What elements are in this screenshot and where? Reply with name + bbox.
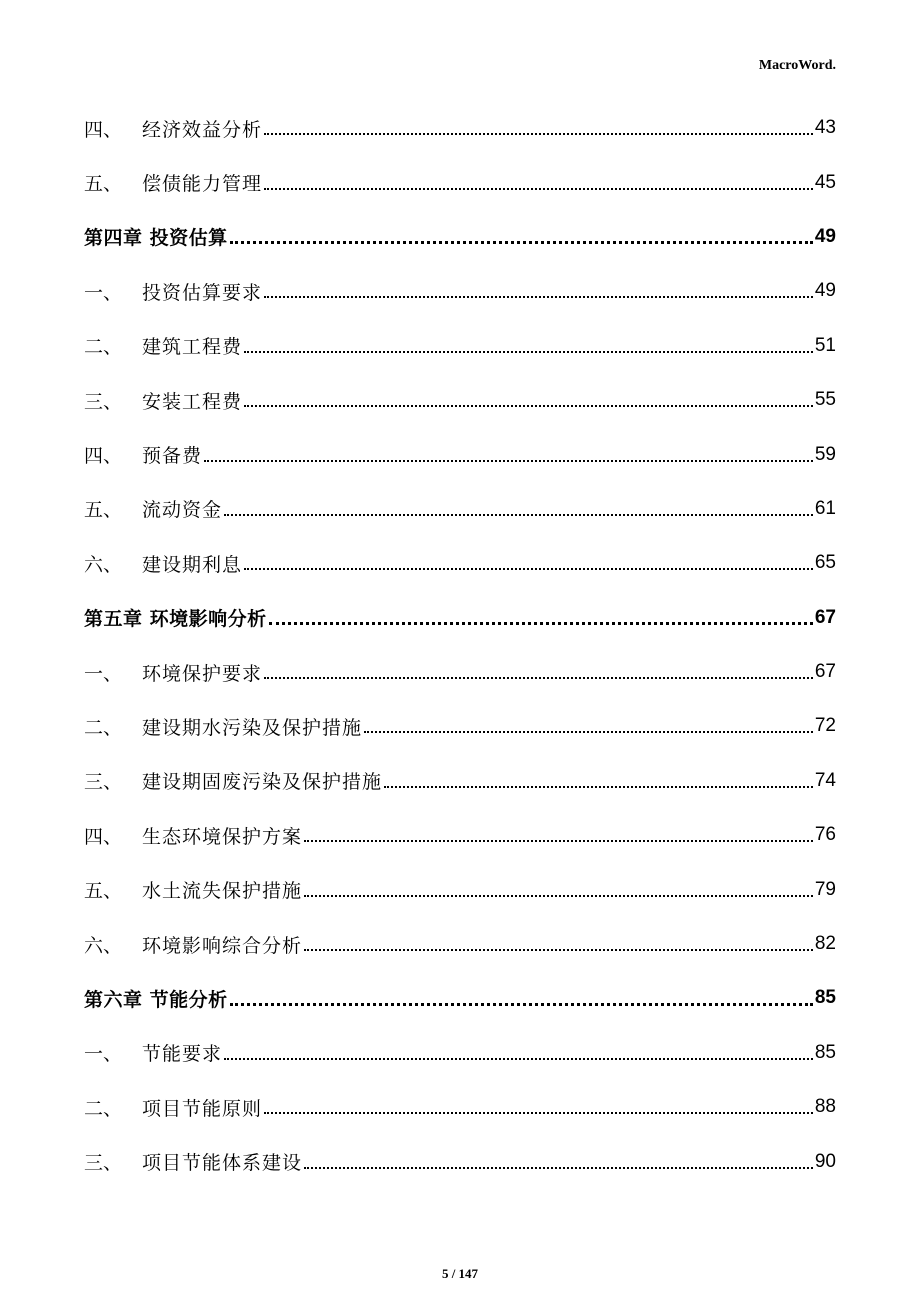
toc-entry-page-number: 90 bbox=[814, 1150, 836, 1172]
toc-dot-leader bbox=[230, 241, 813, 244]
toc-entry-page-number: 88 bbox=[814, 1096, 836, 1118]
toc-entry-number: 一、 bbox=[84, 281, 123, 304]
toc-dot-leader bbox=[269, 622, 813, 625]
toc-entry-number: 四、 bbox=[84, 825, 123, 848]
toc-entry-page-number: 65 bbox=[814, 552, 836, 574]
toc-entry-page-number: 43 bbox=[814, 117, 836, 139]
toc-entry-title: 投资估算要求 bbox=[142, 281, 263, 304]
toc-entry-number: 五、 bbox=[84, 499, 123, 522]
toc-section-entry[interactable] bbox=[84, 754, 836, 808]
toc-dot-leader bbox=[304, 895, 813, 897]
toc-dot-leader bbox=[244, 405, 813, 407]
toc-dot-leader bbox=[304, 840, 813, 842]
toc-entry-title: 建筑工程费 bbox=[142, 336, 243, 359]
toc-entry-title: 第五章 环境影响分析 bbox=[84, 608, 267, 631]
toc-section-entry[interactable] bbox=[84, 1080, 836, 1134]
toc-section-entry[interactable] bbox=[84, 101, 836, 155]
toc-dot-leader bbox=[224, 1058, 813, 1060]
toc-entry-page-number: 72 bbox=[814, 715, 836, 737]
toc-entry-page-number: 59 bbox=[814, 443, 836, 465]
toc-chapter-entry[interactable] bbox=[84, 971, 836, 1025]
toc-entry-page-number: 79 bbox=[814, 878, 836, 900]
toc-chapter-entry[interactable] bbox=[84, 591, 836, 645]
toc-entry-title: 项目节能原则 bbox=[142, 1097, 263, 1120]
toc-entry-number: 六、 bbox=[84, 553, 123, 576]
toc-dot-leader bbox=[230, 1003, 813, 1006]
toc-entry-page-number: 51 bbox=[814, 334, 836, 356]
toc-entry-number: 三、 bbox=[84, 390, 123, 413]
toc-entry-page-number: 82 bbox=[814, 933, 836, 955]
toc-entry-title: 经济效益分析 bbox=[142, 118, 263, 141]
toc-entry-number: 二、 bbox=[84, 336, 123, 359]
page-number-indicator: 5 / 147 bbox=[441, 1266, 479, 1281]
toc-dot-leader bbox=[224, 514, 813, 516]
toc-entry-number: 六、 bbox=[84, 934, 123, 957]
toc-section-entry[interactable] bbox=[84, 264, 836, 318]
toc-entry-number: 一、 bbox=[84, 1043, 123, 1066]
toc-entry-title: 第四章 投资估算 bbox=[84, 227, 228, 250]
toc-section-entry[interactable] bbox=[84, 645, 836, 699]
toc-entry-page-number: 74 bbox=[814, 769, 836, 791]
toc-entry-title: 建设期固废污染及保护措施 bbox=[142, 771, 383, 794]
toc-section-entry[interactable] bbox=[84, 373, 836, 427]
toc-section-entry[interactable] bbox=[84, 917, 836, 971]
toc-entry-page-number: 85 bbox=[814, 1041, 836, 1063]
toc-entry-page-number: 61 bbox=[814, 497, 836, 519]
toc-entry-title: 项目节能体系建设 bbox=[142, 1152, 303, 1175]
toc-entry-title: 环境保护要求 bbox=[142, 662, 263, 685]
toc-entry-page-number: 67 bbox=[814, 606, 836, 628]
toc-dot-leader bbox=[364, 731, 813, 733]
toc-section-entry[interactable] bbox=[84, 427, 836, 481]
toc-entry-number: 三、 bbox=[84, 1152, 123, 1175]
toc-entry-number: 四、 bbox=[84, 445, 123, 468]
toc-dot-leader bbox=[244, 568, 813, 570]
toc-entry-number: 一、 bbox=[84, 662, 123, 685]
toc-entry-number: 五、 bbox=[84, 173, 123, 196]
toc-entry-title: 偿债能力管理 bbox=[142, 173, 263, 196]
toc-entry-page-number: 45 bbox=[814, 171, 836, 193]
table-of-contents bbox=[84, 101, 836, 1189]
toc-section-entry[interactable] bbox=[84, 1026, 836, 1080]
toc-entry-title: 流动资金 bbox=[142, 499, 223, 522]
toc-entry-page-number: 76 bbox=[814, 824, 836, 846]
toc-dot-leader bbox=[204, 460, 813, 462]
toc-entry-number: 二、 bbox=[84, 716, 123, 739]
toc-entry-number: 四、 bbox=[84, 118, 123, 141]
toc-entry-number: 五、 bbox=[84, 880, 123, 903]
toc-dot-leader bbox=[264, 296, 813, 298]
toc-dot-leader bbox=[264, 133, 813, 135]
toc-entry-title: 建设期利息 bbox=[142, 553, 243, 576]
toc-entry-title: 建设期水污染及保护措施 bbox=[142, 716, 363, 739]
toc-entry-title: 水土流失保护措施 bbox=[142, 880, 303, 903]
toc-section-entry[interactable] bbox=[84, 808, 836, 862]
toc-entry-page-number: 55 bbox=[814, 389, 836, 411]
toc-entry-page-number: 85 bbox=[814, 987, 836, 1009]
toc-section-entry[interactable] bbox=[84, 1134, 836, 1188]
page-header-brand: MacroWord. bbox=[758, 58, 836, 73]
toc-section-entry[interactable] bbox=[84, 699, 836, 753]
toc-entry-number: 二、 bbox=[84, 1097, 123, 1120]
toc-entry-title: 第六章 节能分析 bbox=[84, 988, 228, 1011]
toc-dot-leader bbox=[304, 1167, 813, 1169]
toc-dot-leader bbox=[304, 949, 813, 951]
toc-section-entry[interactable] bbox=[84, 155, 836, 209]
toc-dot-leader bbox=[244, 351, 813, 353]
toc-entry-number: 三、 bbox=[84, 771, 123, 794]
toc-entry-page-number: 67 bbox=[814, 661, 836, 683]
toc-section-entry[interactable] bbox=[84, 319, 836, 373]
toc-chapter-entry[interactable] bbox=[84, 210, 836, 264]
toc-section-entry[interactable] bbox=[84, 482, 836, 536]
toc-dot-leader bbox=[384, 786, 813, 788]
toc-section-entry[interactable] bbox=[84, 536, 836, 590]
toc-entry-title: 预备费 bbox=[142, 445, 203, 468]
toc-dot-leader bbox=[264, 677, 813, 679]
toc-entry-title: 安装工程费 bbox=[142, 390, 243, 413]
toc-section-entry[interactable] bbox=[84, 862, 836, 916]
toc-dot-leader bbox=[264, 1112, 813, 1114]
toc-dot-leader bbox=[264, 188, 813, 190]
toc-entry-title: 节能要求 bbox=[142, 1043, 223, 1066]
toc-entry-title: 生态环境保护方案 bbox=[142, 825, 303, 848]
toc-entry-page-number: 49 bbox=[814, 280, 836, 302]
toc-entry-page-number: 49 bbox=[814, 225, 836, 247]
toc-entry-title: 环境影响综合分析 bbox=[142, 934, 303, 957]
